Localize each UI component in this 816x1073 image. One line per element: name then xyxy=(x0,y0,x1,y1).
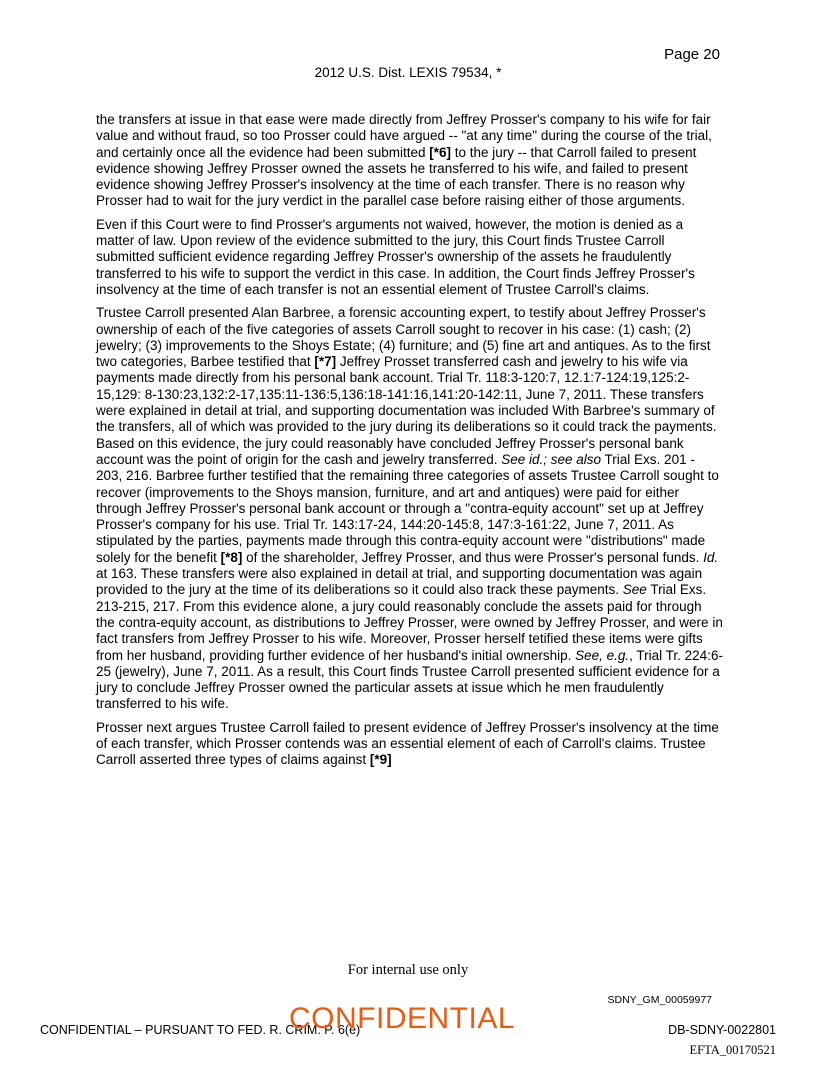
bates-number-bottom: DB-SDNY-0022801 xyxy=(668,1023,776,1037)
confidentiality-legend: CONFIDENTIAL – PURSUANT TO FED. R. CRIM. P. 6(e) xyxy=(40,1023,361,1037)
text-run: to the jury -- that Carroll failed to present evidence showing Jeffrey Prosser owned the assets he transferred to his wife, and failed to present evidence showing Jeffrey Prosser's insolvency at the time of each transfer. There is no reason why Prosser had to wait for the jury verdict in the parallel case before raising either of those arguments. xyxy=(96,144,697,209)
paragraph-1 xyxy=(96,112,724,210)
italic-signal: See id.; see also xyxy=(501,451,602,467)
text-run: Jeffrey Prosset transferred cash and jewelry to his wife via payments made directly from his personal bank account. Trial Tr. 118:3-120:7, 12.1:7-124:19,125:2-15,129: 8-130:23,132:2-17,135:11-136:5,136:18-141:16,141:20-142:11, June 7, 2011. These transfers were explained in detail at trial, and supporting documentation was included With Barbree's summary of the transfers, all of which was provided to the jury during its deliberations so it could track the payments. Based on this evidence, the jury could reasonably have concluded Jeffrey Prosser's personal bank account was the point of origin for the cash and jewelry transferred. xyxy=(96,354,717,467)
star-page-marker: [*8] xyxy=(220,549,243,565)
italic-signal: See xyxy=(622,582,647,598)
page-number: Page 20 xyxy=(664,46,720,63)
text-run: Trial Exs. 201 - 203, 216. Barbree further testified that the remaining three categories of assets Trustee Carroll sought to recover (improvements to the Shoys mansion, furniture, and art and antiques) were paid for either through Jeffrey Prosser's personal bank account or through a "contra-equity account" set up at Jeffrey Prosser's company for his use. Trial Tr. 143:17-24, 144:20-145:8, 147:3-161:22, June 7, 2011. As stipulated by the parties, payments made through this contra-equity account were "distributions" made solely for the benefit xyxy=(96,451,719,565)
case-citation: 2012 U.S. Dist. LEXIS 79534, * xyxy=(314,65,502,80)
text-run: , Trial Tr. 224:6-25 (jewelry), June 7, 2011. As a result, this Court finds Trustee Carroll presented sufficient evidence for a jury to conclude Jeffrey Prosser owned the particular assets at issue which he men fraudulently transferred to his wife. xyxy=(96,647,723,712)
text-run: Even if this Court were to find Prosser's arguments not waived, however, the motion is denied as a matter of law. Upon review of the evidence submitted to the jury, this Court finds Trustee Carroll submitted sufficient evidence regarding Jeffrey Prosser's ownership of the assets he fraudulently transferred to his wife to support the verdict in this case. In addition, the Court finds Jeffrey Prosser's insolvency at the time of each transfer is not an essential element of Trustee Carroll's claims. xyxy=(96,216,695,297)
opinion-body xyxy=(96,112,724,776)
paragraph-3 xyxy=(96,305,724,712)
paragraph-2 xyxy=(96,217,724,298)
star-page-marker: [*9] xyxy=(369,752,392,768)
star-page-marker: [*7] xyxy=(314,354,337,370)
bates-number-top: SDNY_GM_00059977 xyxy=(607,994,712,1006)
italic-signal: See, e.g. xyxy=(575,647,630,663)
efta-number: EFTA_00170521 xyxy=(689,1043,776,1057)
paragraph-4 xyxy=(96,720,724,769)
text-run: the transfers at issue in that ease were made directly from Jeffrey Prosser's company to his wife for fair value and without fraud, so too Prosser could have argued -- "at any time" during the course of the trial, and certainly once all the evidence had been submitted xyxy=(96,112,712,160)
internal-use-notice: For internal use only xyxy=(347,962,469,978)
text-run: Trial Exs. 213-215, 217. From this evidence alone, a jury could reasonably conclude the assets paid for through the contra-equity account, as distributions to Jeffrey Prosser, were owned by Jeffrey Prosser, and were in fact transfers from Jeffrey Prosser to his wife. Moreover, Prosser herself tetified these items were gifts from her husband, providing further evidence of her husband's initial ownership. xyxy=(96,582,723,663)
text-run: of the shareholder, Jeffrey Prosser, and thus were Prosser's personal funds. xyxy=(242,549,704,565)
italic-signal: Id. xyxy=(703,549,719,565)
text-run: at 163. These transfers were also explained in detail at trial, and supporting documentation was again provided to the jury at the time of its deliberations so it could also track these payments. xyxy=(96,566,703,598)
text-run: Trustee Carroll presented Alan Barbree, a forensic accounting expert, to testify about Jeffrey Prosser's ownership of each of the five categories of assets Carroll sought to recover in his case: (1) cash; (2) jewelry; (3) improvements to the Shoys Estate; (4) furniture; and (5) fine art and antiques. As to the first two categories, Barbee testified that xyxy=(96,305,711,370)
confidential-stamp: CONFIDENTIAL xyxy=(289,1002,516,1035)
star-page-marker: [*6] xyxy=(429,144,451,160)
text-run: Prosser next argues Trustee Carroll failed to present evidence of Jeffrey Prosser's insolvency at the time of each transfer, which Prosser contends was an essential element of each of Carroll's claims. Trustee Carroll asserted three types of claims against xyxy=(96,719,719,768)
